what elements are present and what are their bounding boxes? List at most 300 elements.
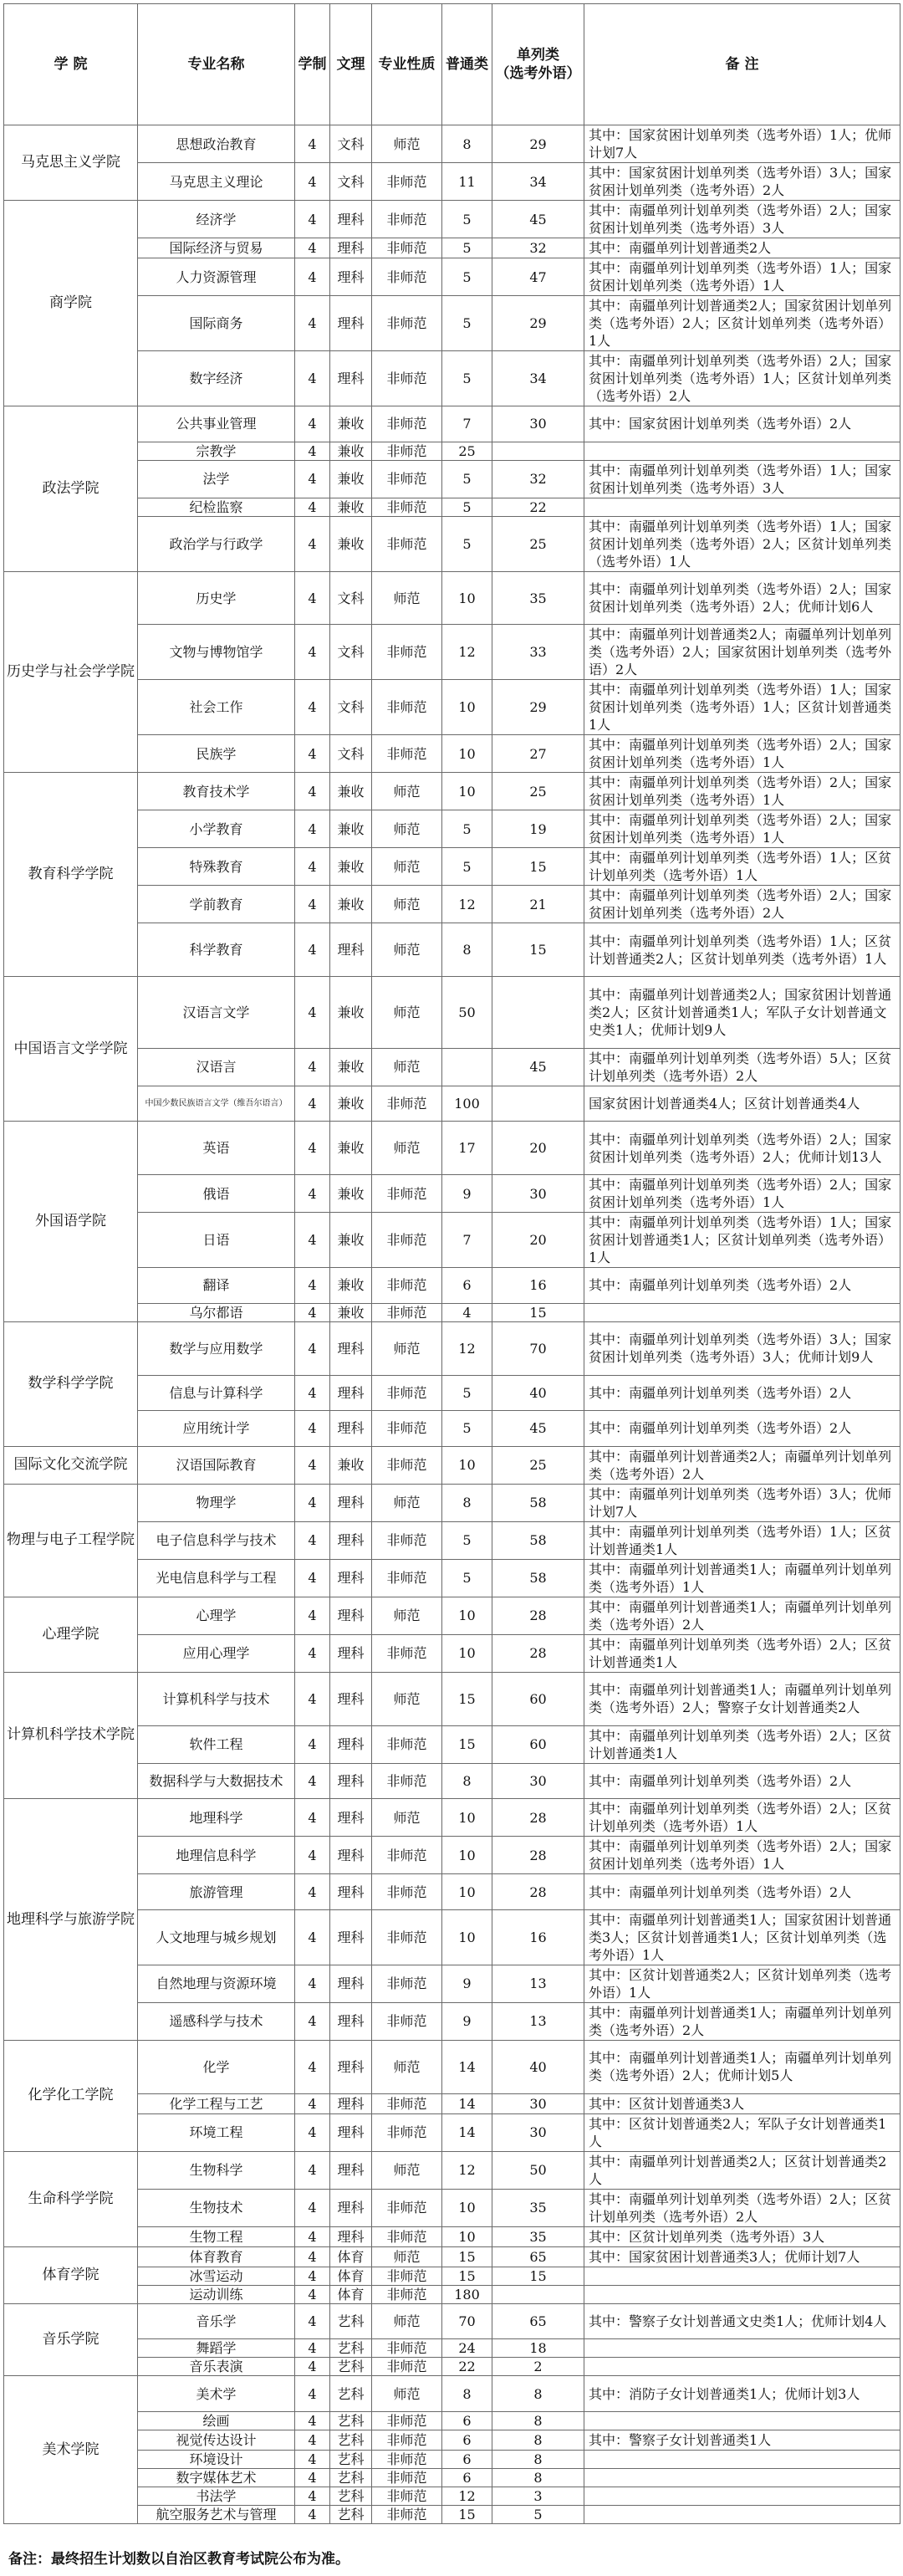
major-cell: 科学教育 (138, 923, 295, 977)
table-row (4, 1634, 900, 1672)
nature-cell: 非师范 (372, 1175, 442, 1213)
major-cell: 电子信息科学与技术 (138, 1521, 295, 1559)
major-cell: 冰雪运动 (138, 2267, 295, 2285)
general-count-cell: 14 (442, 2113, 492, 2151)
major-cell: 法学 (138, 460, 295, 498)
remarks-cell: 其中：南疆单列计划单列类（选考外语）2人；区贫计划普通类1人 (584, 1725, 900, 1763)
header-track: 文理 (330, 4, 372, 125)
table-row (4, 848, 900, 886)
nature-cell: 非师范 (372, 1303, 442, 1321)
general-count-cell: 10 (442, 1446, 492, 1484)
table-row (4, 238, 900, 258)
track-cell: 兼收 (330, 773, 372, 810)
remarks-cell (584, 1303, 900, 1321)
single-count-cell: 8 (492, 2376, 584, 2412)
general-count-cell: 12 (442, 2151, 492, 2189)
remarks-cell (584, 2505, 900, 2523)
years-cell: 4 (295, 442, 330, 460)
remarks-cell: 其中：南疆单列计划单列类（选考外语）2人 (584, 1874, 900, 1910)
single-count-cell: 30 (492, 1175, 584, 1213)
track-cell: 体育 (330, 2285, 372, 2303)
major-cell: 生物科学 (138, 2151, 295, 2189)
nature-cell: 非师范 (372, 625, 442, 680)
remarks-cell: 其中：南疆单列计划普通类2人；国家贫困计划普通类2人；区贫计划普通类1人；军队子女计划普通文史类1人；优师计划9人 (584, 977, 900, 1048)
years-cell: 4 (295, 2002, 330, 2040)
nature-cell: 非师范 (372, 258, 442, 296)
nature-cell: 非师范 (372, 442, 442, 460)
major-cell: 国际商务 (138, 296, 295, 351)
major-cell: 国际经济与贸易 (138, 238, 295, 258)
years-cell: 4 (295, 516, 330, 571)
college-cell: 物理与电子工程学院 (4, 1484, 138, 1597)
track-cell: 艺科 (330, 2450, 372, 2468)
major-cell: 自然地理与资源环境 (138, 1965, 295, 2002)
general-count-cell: 5 (442, 498, 492, 516)
table-row (4, 1559, 900, 1597)
table-row (4, 1725, 900, 1763)
single-count-cell: 13 (492, 1965, 584, 2002)
general-count-cell: 5 (442, 296, 492, 351)
nature-cell: 师范 (372, 1122, 442, 1175)
remarks-cell: 其中：南疆单列计划单列类（选考外语）5人；区贫计划单列类（选考外语）2人 (584, 1048, 900, 1086)
nature-cell: 非师范 (372, 1837, 442, 1874)
general-count-cell: 10 (442, 735, 492, 773)
track-cell: 艺科 (330, 2468, 372, 2487)
remarks-cell: 其中：区贫计划普通类3人 (584, 2093, 900, 2113)
years-cell: 4 (295, 296, 330, 351)
major-cell: 物理学 (138, 1484, 295, 1521)
nature-cell: 师范 (372, 886, 442, 923)
major-cell: 运动训练 (138, 2285, 295, 2303)
track-cell: 理科 (330, 2189, 372, 2226)
general-count-cell: 10 (442, 1634, 492, 1672)
general-count-cell: 15 (442, 2246, 492, 2267)
single-count-cell: 28 (492, 1874, 584, 1910)
years-cell: 4 (295, 2487, 330, 2505)
nature-cell: 非师范 (372, 2189, 442, 2226)
remarks-cell: 其中：区贫计划单列类（选考外语）3人 (584, 2226, 900, 2246)
remarks-cell: 其中：南疆单列计划单列类（选考外语）2人；国家贫困计划单列类（选考外语）3人 (584, 201, 900, 238)
nature-cell: 非师范 (372, 351, 442, 406)
college-cell: 马克思主义学院 (4, 125, 138, 201)
years-cell: 4 (295, 680, 330, 735)
general-count-cell: 12 (442, 2487, 492, 2505)
remarks-cell: 其中：南疆单列计划普通类1人；南疆单列计划单列类（选考外语）2人；优师计划5人 (584, 2040, 900, 2093)
single-count-cell: 5 (492, 2505, 584, 2523)
single-count-cell: 47 (492, 258, 584, 296)
track-cell: 理科 (330, 2226, 372, 2246)
nature-cell: 非师范 (372, 201, 442, 238)
major-cell: 视觉传达设计 (138, 2430, 295, 2450)
major-cell: 经济学 (138, 201, 295, 238)
remarks-cell (584, 2450, 900, 2468)
general-count-cell (442, 1048, 492, 1086)
years-cell: 4 (295, 2267, 330, 2285)
single-count-cell: 45 (492, 1048, 584, 1086)
years-cell: 4 (295, 2151, 330, 2189)
nature-cell: 非师范 (372, 1521, 442, 1559)
major-cell: 汉语言 (138, 1048, 295, 1086)
general-count-cell: 9 (442, 2002, 492, 2040)
table-row (4, 2303, 900, 2339)
table-row (4, 1048, 900, 1086)
remarks-cell: 其中：南疆单列计划单列类（选考外语）1人；区贫计划普通类1人 (584, 1521, 900, 1559)
major-cell: 英语 (138, 1122, 295, 1175)
remarks-cell: 国家贫困计划普通类4人；区贫计划普通类4人 (584, 1086, 900, 1122)
table-row (4, 2246, 900, 2267)
years-cell: 4 (295, 1213, 330, 1268)
nature-cell: 非师范 (372, 1375, 442, 1411)
general-count-cell: 70 (442, 2303, 492, 2339)
general-count-cell: 5 (442, 258, 492, 296)
remarks-cell: 其中：南疆单列计划单列类（选考外语）1人；国家贫困计划普通类1人；区贫计划单列类（选考外语）1人 (584, 1213, 900, 1268)
single-count-cell (492, 442, 584, 460)
remarks-cell: 其中：南疆单列计划普通类1人；南疆单列计划单列类（选考外语）2人；警察子女计划普通类2人 (584, 1672, 900, 1725)
table-row (4, 735, 900, 773)
general-count-cell: 10 (442, 1909, 492, 1965)
nature-cell: 非师范 (372, 2339, 442, 2358)
years-cell: 4 (295, 2285, 330, 2303)
major-cell: 生物工程 (138, 2226, 295, 2246)
table-row (4, 1909, 900, 1965)
nature-cell: 非师范 (372, 2468, 442, 2487)
general-count-cell: 8 (442, 125, 492, 163)
table-row (4, 2411, 900, 2430)
table-row (4, 351, 900, 406)
remarks-cell: 其中：南疆单列计划单列类（选考外语）1人；国家贫困计划单列类（选考外语）1人 (584, 258, 900, 296)
track-cell: 理科 (330, 2093, 372, 2113)
track-cell: 艺科 (330, 2411, 372, 2430)
college-cell: 国际文化交流学院 (4, 1446, 138, 1484)
major-cell: 教育技术学 (138, 773, 295, 810)
years-cell: 4 (295, 2226, 330, 2246)
major-cell: 遥感科学与技术 (138, 2002, 295, 2040)
general-count-cell: 15 (442, 2267, 492, 2285)
general-count-cell: 5 (442, 1521, 492, 1559)
table-row (4, 296, 900, 351)
single-count-cell: 29 (492, 680, 584, 735)
years-cell: 4 (295, 810, 330, 848)
nature-cell: 非师范 (372, 296, 442, 351)
table-row (4, 1122, 900, 1175)
nature-cell: 师范 (372, 2246, 442, 2267)
track-cell: 兼收 (330, 1086, 372, 1122)
table-row (4, 2267, 900, 2285)
major-cell: 化学工程与工艺 (138, 2093, 295, 2113)
years-cell: 4 (295, 1874, 330, 1910)
single-count-cell: 28 (492, 1634, 584, 1672)
track-cell: 艺科 (330, 2358, 372, 2376)
remarks-cell: 其中：南疆单列计划单列类（选考外语）2人；国家贫困计划单列类（选考外语）1人 (584, 773, 900, 810)
track-cell: 理科 (330, 296, 372, 351)
general-count-cell: 5 (442, 201, 492, 238)
college-cell: 体育学院 (4, 2246, 138, 2303)
remarks-cell: 其中：国家贫困计划普通类3人；优师计划7人 (584, 2246, 900, 2267)
single-count-cell: 2 (492, 2358, 584, 2376)
major-cell: 汉语国际教育 (138, 1446, 295, 1484)
remarks-cell: 其中：国家贫困计划单列类（选考外语）3人；国家贫困计划单列类（选考外语）2人 (584, 163, 900, 201)
table-row (4, 516, 900, 571)
single-count-cell: 19 (492, 810, 584, 848)
table-row (4, 1484, 900, 1521)
nature-cell: 非师范 (372, 680, 442, 735)
general-count-cell: 10 (442, 2226, 492, 2246)
general-count-cell: 15 (442, 2505, 492, 2523)
years-cell: 4 (295, 2450, 330, 2468)
nature-cell: 非师范 (372, 1268, 442, 1304)
general-count-cell: 22 (442, 2358, 492, 2376)
general-count-cell: 6 (442, 2430, 492, 2450)
single-count-cell: 8 (492, 2468, 584, 2487)
general-count-cell: 5 (442, 810, 492, 848)
nature-cell: 非师范 (372, 2093, 442, 2113)
table-row (4, 1763, 900, 1799)
years-cell: 4 (295, 2430, 330, 2450)
years-cell: 4 (295, 1303, 330, 1321)
major-cell: 民族学 (138, 735, 295, 773)
single-count-cell: 16 (492, 1268, 584, 1304)
years-cell: 4 (295, 406, 330, 442)
single-count-cell: 50 (492, 2151, 584, 2189)
header-single-line2: （选考外语） (495, 65, 581, 82)
remarks-cell: 其中：消防子女计划普通类1人；优师计划3人 (584, 2376, 900, 2412)
table-row (4, 2002, 900, 2040)
nature-cell: 非师范 (372, 1086, 442, 1122)
nature-cell: 非师范 (372, 1634, 442, 1672)
general-count-cell: 15 (442, 1725, 492, 1763)
nature-cell: 非师范 (372, 1725, 442, 1763)
single-count-cell: 20 (492, 1213, 584, 1268)
single-count-cell (492, 977, 584, 1048)
track-cell: 理科 (330, 1837, 372, 1874)
general-count-cell: 5 (442, 848, 492, 886)
nature-cell: 非师范 (372, 516, 442, 571)
years-cell: 4 (295, 735, 330, 773)
single-count-cell: 16 (492, 1909, 584, 1965)
table-row (4, 977, 900, 1048)
major-cell: 化学 (138, 2040, 295, 2093)
nature-cell: 师范 (372, 2151, 442, 2189)
major-cell: 宗教学 (138, 442, 295, 460)
general-count-cell: 10 (442, 773, 492, 810)
major-cell: 应用统计学 (138, 1411, 295, 1447)
table-row (4, 1213, 900, 1268)
table-row (4, 163, 900, 201)
single-count-cell: 29 (492, 125, 584, 163)
table-row (4, 2040, 900, 2093)
remarks-cell: 其中：南疆单列计划普通类1人；国家贫困计划普通类3人；区贫计划普通类1人；区贫计划单列类（选考外语）1人 (584, 1909, 900, 1965)
track-cell: 兼收 (330, 848, 372, 886)
single-count-cell: 30 (492, 406, 584, 442)
years-cell: 4 (295, 2411, 330, 2430)
nature-cell: 师范 (372, 810, 442, 848)
table-row (4, 625, 900, 680)
general-count-cell: 5 (442, 238, 492, 258)
remarks-cell: 其中：南疆单列计划普通类1人；南疆单列计划单列类（选考外语）2人 (584, 1597, 900, 1634)
header-nature: 专业性质 (372, 4, 442, 125)
general-count-cell: 8 (442, 923, 492, 977)
remarks-cell: 其中：南疆单列计划单列类（选考外语）2人；国家贫困计划单列类（选考外语）1人 (584, 1837, 900, 1874)
track-cell: 理科 (330, 351, 372, 406)
single-count-cell: 35 (492, 571, 584, 625)
major-cell: 公共事业管理 (138, 406, 295, 442)
table-row (4, 2468, 900, 2487)
single-count-cell: 32 (492, 460, 584, 498)
table-row (4, 2113, 900, 2151)
track-cell: 理科 (330, 1597, 372, 1634)
track-cell: 兼收 (330, 460, 372, 498)
single-count-cell: 28 (492, 1597, 584, 1634)
college-cell: 历史学与社会学学院 (4, 571, 138, 773)
table-row (4, 2285, 900, 2303)
major-cell: 航空服务艺术与管理 (138, 2505, 295, 2523)
nature-cell: 师范 (372, 1597, 442, 1634)
years-cell: 4 (295, 2189, 330, 2226)
nature-cell: 非师范 (372, 1763, 442, 1799)
years-cell: 4 (295, 1268, 330, 1304)
remarks-cell: 其中：南疆单列计划普通类2人；南疆单列计划单列类（选考外语）2人；国家贫困计划单列类（选考外语）2人 (584, 625, 900, 680)
general-count-cell: 25 (442, 442, 492, 460)
years-cell: 4 (295, 1965, 330, 2002)
general-count-cell: 10 (442, 1597, 492, 1634)
years-cell: 4 (295, 773, 330, 810)
college-cell: 音乐学院 (4, 2303, 138, 2376)
college-cell: 中国语言文学学院 (4, 977, 138, 1122)
single-count-cell: 30 (492, 2093, 584, 2113)
table-row (4, 201, 900, 238)
remarks-cell: 其中：南疆单列计划单列类（选考外语）2人；国家贫困计划单列类（选考外语）1人 (584, 735, 900, 773)
nature-cell: 非师范 (372, 238, 442, 258)
general-count-cell: 7 (442, 1213, 492, 1268)
major-cell: 环境工程 (138, 2113, 295, 2151)
years-cell: 4 (295, 2339, 330, 2358)
single-count-cell: 18 (492, 2339, 584, 2358)
remarks-cell: 其中：南疆单列计划普通类1人；南疆单列计划单列类（选考外语）1人 (584, 1559, 900, 1597)
single-count-cell: 15 (492, 923, 584, 977)
remarks-cell: 其中：南疆单列计划单列类（选考外语）2人 (584, 1375, 900, 1411)
remarks-cell: 其中：南疆单列计划普通类2人；国家贫困计划单列类（选考外语）2人；区贫计划单列类（选考外语）1人 (584, 296, 900, 351)
table-row (4, 1086, 900, 1122)
major-cell: 纪检监察 (138, 498, 295, 516)
track-cell: 理科 (330, 1484, 372, 1521)
college-cell: 心理学院 (4, 1597, 138, 1672)
remarks-cell: 其中：区贫计划普通类2人；军队子女计划普通类1人 (584, 2113, 900, 2151)
general-count-cell: 7 (442, 406, 492, 442)
track-cell: 文科 (330, 163, 372, 201)
track-cell: 文科 (330, 571, 372, 625)
nature-cell: 非师范 (372, 2411, 442, 2430)
years-cell: 4 (295, 163, 330, 201)
track-cell: 兼收 (330, 1175, 372, 1213)
major-cell: 思想政治教育 (138, 125, 295, 163)
years-cell: 4 (295, 2040, 330, 2093)
major-cell: 生物技术 (138, 2189, 295, 2226)
college-cell: 化学化工学院 (4, 2040, 138, 2151)
nature-cell: 非师范 (372, 2487, 442, 2505)
track-cell: 文科 (330, 125, 372, 163)
single-count-cell: 30 (492, 1763, 584, 1799)
major-cell: 光电信息科学与工程 (138, 1559, 295, 1597)
years-cell: 4 (295, 125, 330, 163)
years-cell: 4 (295, 1672, 330, 1725)
track-cell: 理科 (330, 238, 372, 258)
single-count-cell (492, 2285, 584, 2303)
track-cell: 艺科 (330, 2505, 372, 2523)
remarks-cell (584, 442, 900, 460)
table-row (4, 2358, 900, 2376)
table-row (4, 1321, 900, 1375)
header-row (4, 4, 900, 125)
college-cell: 外国语学院 (4, 1122, 138, 1321)
major-cell: 舞蹈学 (138, 2339, 295, 2358)
single-count-cell: 15 (492, 1303, 584, 1321)
nature-cell: 非师范 (372, 2505, 442, 2523)
table-row (4, 125, 900, 163)
major-cell: 地理信息科学 (138, 1837, 295, 1874)
years-cell: 4 (295, 1321, 330, 1375)
college-cell: 商学院 (4, 201, 138, 406)
nature-cell: 非师范 (372, 1213, 442, 1268)
college-cell: 数学科学学院 (4, 1321, 138, 1446)
track-cell: 艺科 (330, 2339, 372, 2358)
table-row (4, 1446, 900, 1484)
remarks-cell: 其中：南疆单列计划单列类（选考外语）2人 (584, 1268, 900, 1304)
years-cell: 4 (295, 2505, 330, 2523)
table-row (4, 2151, 900, 2189)
general-count-cell: 4 (442, 1303, 492, 1321)
general-count-cell: 10 (442, 1799, 492, 1837)
years-cell: 4 (295, 923, 330, 977)
single-count-cell: 22 (492, 498, 584, 516)
single-count-cell: 70 (492, 1321, 584, 1375)
remarks-cell: 其中：南疆单列计划普通类1人；南疆单列计划单列类（选考外语）2人 (584, 2002, 900, 2040)
table-row (4, 1837, 900, 1874)
nature-cell: 非师范 (372, 460, 442, 498)
general-count-cell: 5 (442, 516, 492, 571)
remarks-cell: 其中：南疆单列计划单列类（选考外语）2人；国家贫困计划单列类（选考外语）2人 (584, 886, 900, 923)
table-row (4, 2093, 900, 2113)
college-cell: 美术学院 (4, 2376, 138, 2524)
table-row (4, 2189, 900, 2226)
single-count-cell: 15 (492, 848, 584, 886)
major-cell: 社会工作 (138, 680, 295, 735)
header-major: 专业名称 (138, 4, 295, 125)
years-cell: 4 (295, 2303, 330, 2339)
remarks-cell: 其中：南疆单列计划单列类（选考外语）2人；区贫计划普通类1人 (584, 1634, 900, 1672)
table-row (4, 1175, 900, 1213)
remarks-cell: 其中：南疆单列计划单列类（选考外语）1人；区贫计划单列类（选考外语）1人 (584, 848, 900, 886)
table-row (4, 2226, 900, 2246)
major-cell: 小学教育 (138, 810, 295, 848)
remarks-cell (584, 2267, 900, 2285)
track-cell: 理科 (330, 1965, 372, 2002)
single-count-cell: 29 (492, 296, 584, 351)
college-cell: 地理科学与旅游学院 (4, 1799, 138, 2041)
nature-cell: 师范 (372, 1048, 442, 1086)
single-count-cell: 20 (492, 1122, 584, 1175)
remarks-cell: 其中：国家贫困计划单列类（选考外语）1人；优师计划7人 (584, 125, 900, 163)
major-cell: 中国少数民族语言文学（维吾尔语言） (138, 1086, 295, 1122)
years-cell: 4 (295, 1597, 330, 1634)
nature-cell: 非师范 (372, 1909, 442, 1965)
table-row (4, 1268, 900, 1304)
nature-cell: 师范 (372, 848, 442, 886)
nature-cell: 非师范 (372, 163, 442, 201)
general-count-cell: 10 (442, 1874, 492, 1910)
general-count-cell: 180 (442, 2285, 492, 2303)
header-remarks: 备 注 (584, 4, 900, 125)
years-cell: 4 (295, 2246, 330, 2267)
